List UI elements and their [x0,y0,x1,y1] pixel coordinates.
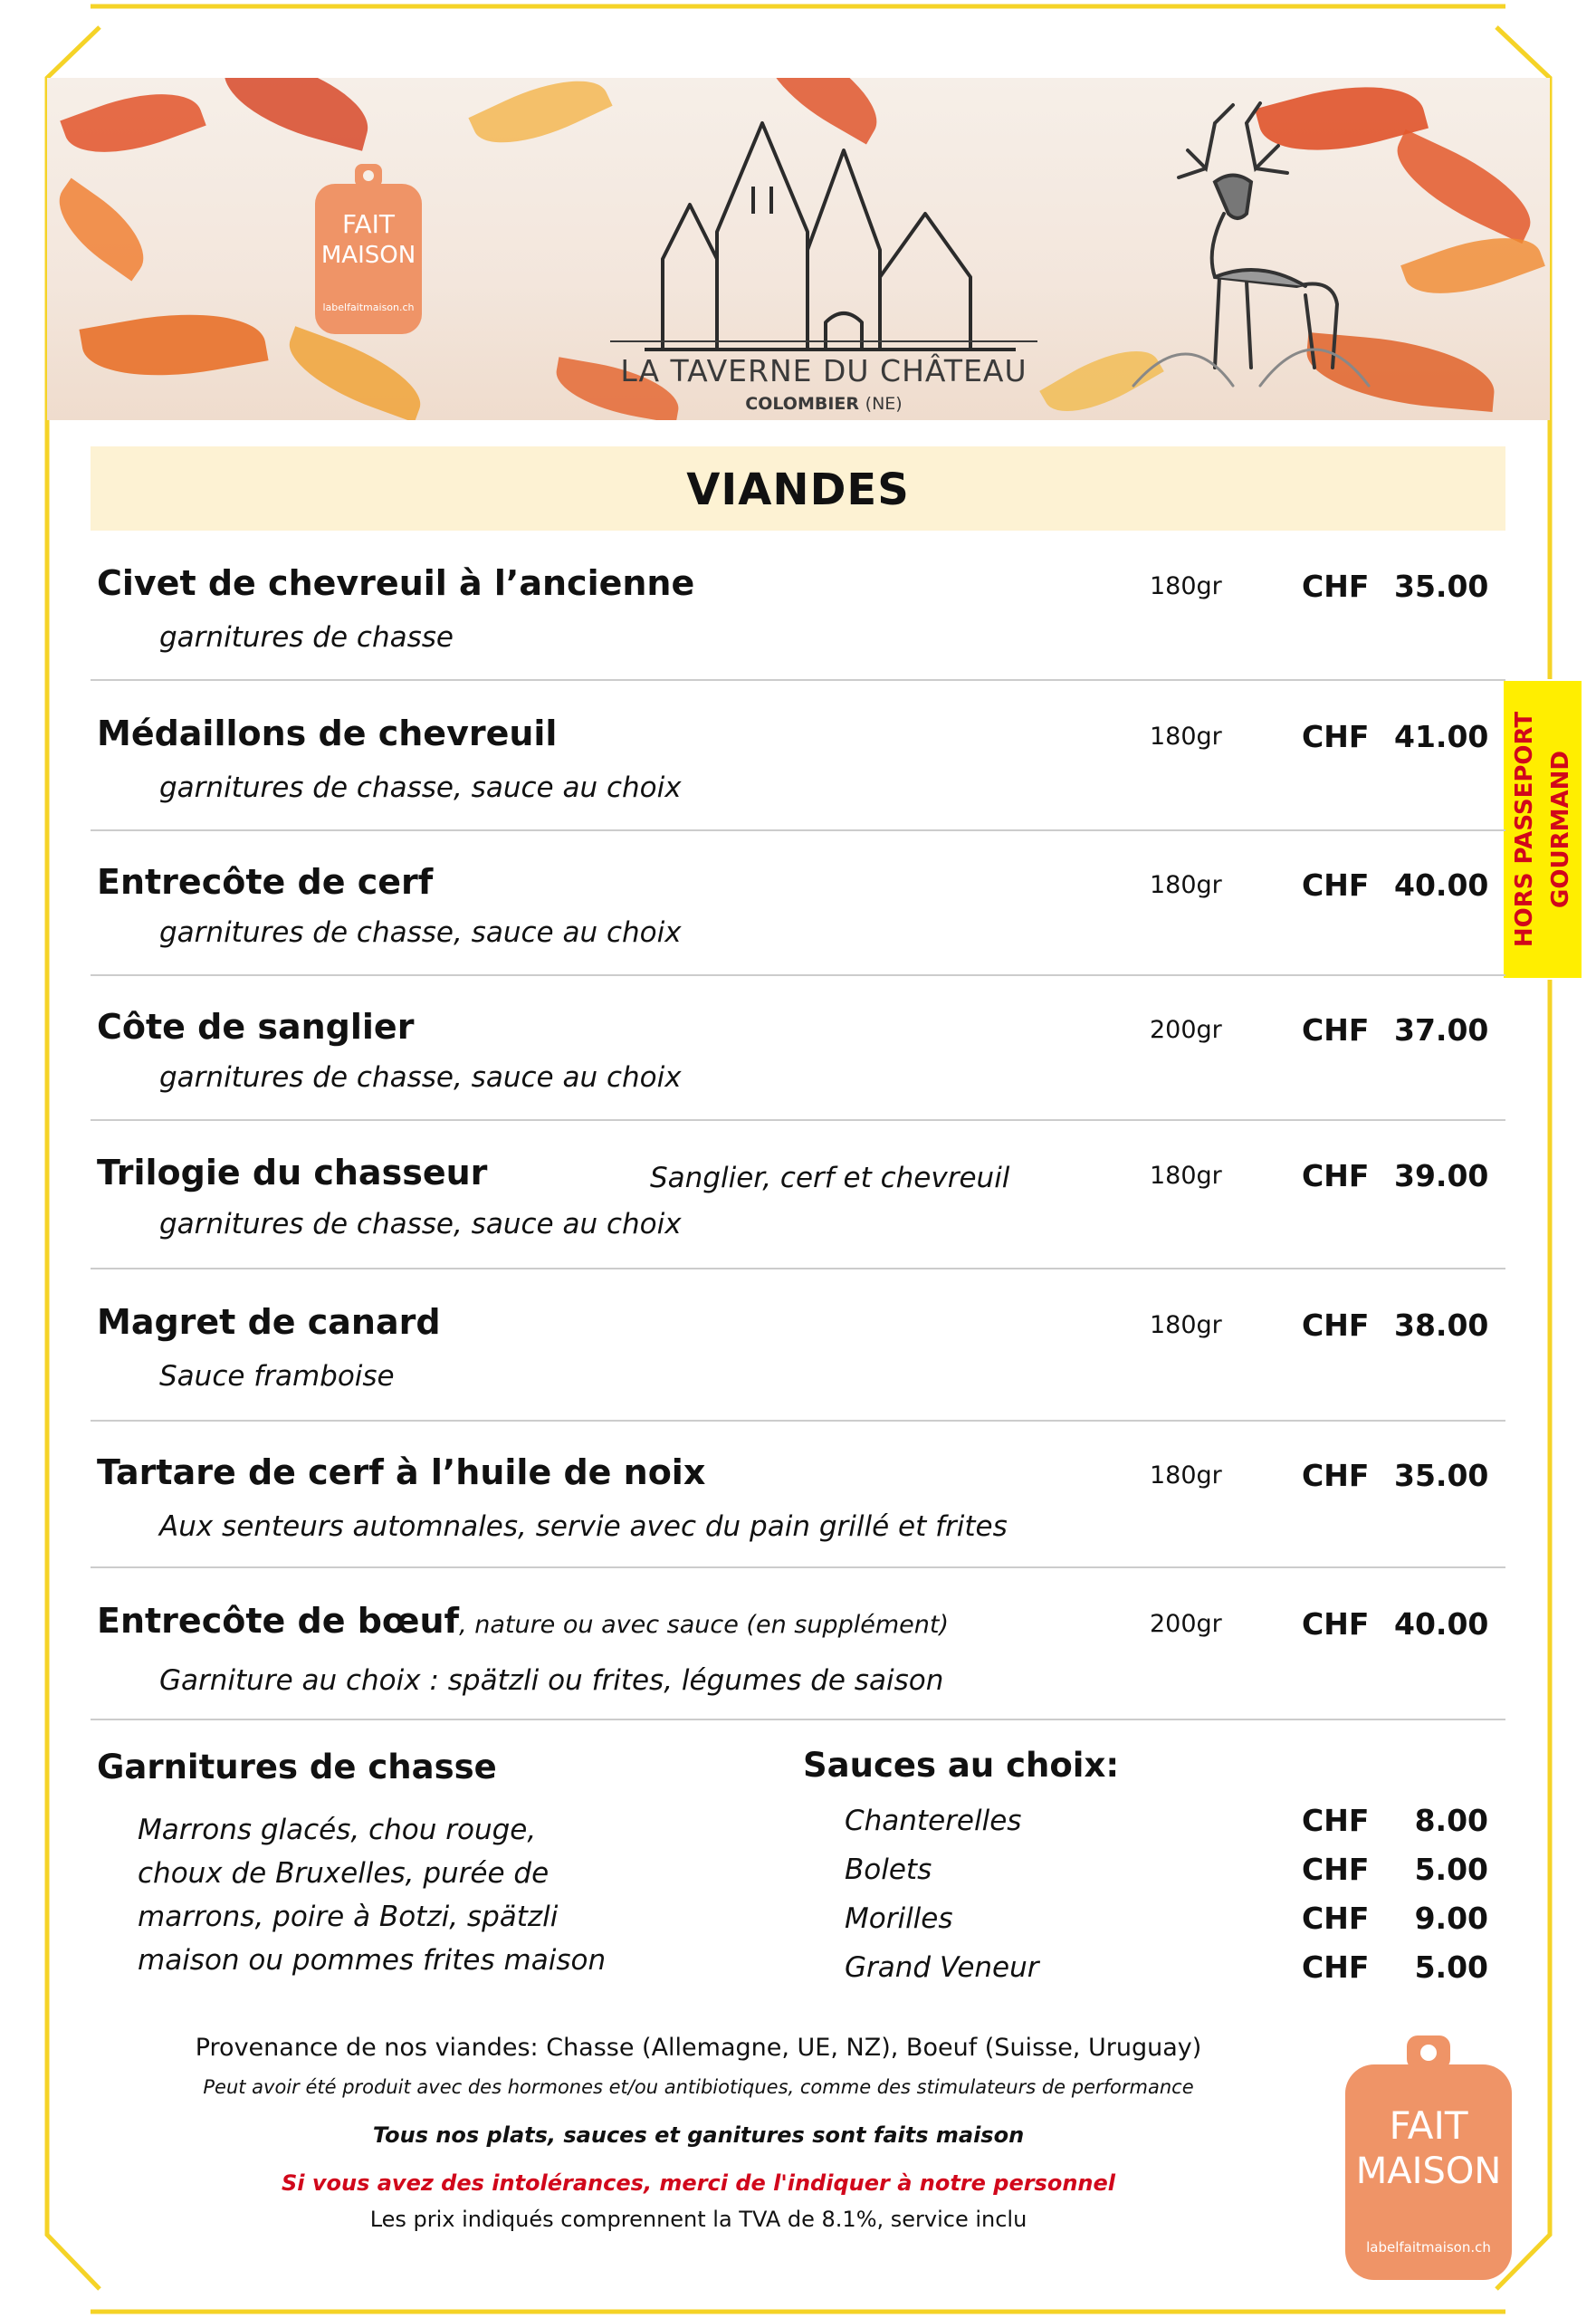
sauce-name: Bolets [845,1853,932,1886]
dish-name: Civet de chevreuil à l’ancienne [97,563,695,603]
dish-name: Médaillons de chevreuil [97,714,558,753]
intolerances-note: Si vous avez des intolérances, merci de l'indiquer à notre personnel [282,2170,1115,2196]
dish-name: Tartare de cerf à l’huile de noix [97,1452,706,1492]
dish-description: garnitures de chasse, sauce au choix [159,771,682,804]
dish-price: 35.00 [1394,569,1489,604]
restaurant-title [588,340,1059,414]
dish-weight: 180gr [1150,1162,1222,1190]
dish-name: Trilogie du chasseur [97,1153,488,1193]
badge-line-1: HORS PASSEPORT [1511,711,1538,948]
dish-weight: 180gr [1150,723,1222,751]
divider [91,829,1505,831]
dish-price: 41.00 [1394,719,1489,754]
dish-weight: 180gr [1150,871,1222,899]
city-name: COLOMBIER [745,394,860,414]
hors-passeport-badge [1504,681,1582,978]
logo-site: labelfaitmaison.ch [1366,2239,1491,2256]
sauce-currency: CHF [1302,1901,1370,1936]
badge-text [1506,681,1579,978]
dish-currency: CHF [1302,1158,1370,1193]
sauce-currency: CHF [1302,1803,1370,1838]
sauce-currency: CHF [1302,1852,1370,1887]
dish-currency: CHF [1302,867,1370,903]
sauces-title: Sauces au choix: [803,1746,1120,1785]
dish-weight: 180gr [1150,1461,1222,1489]
dish-description: Aux senteurs automnales, servie avec du pain grillé et frites [159,1510,1008,1543]
dish-description: Sauce framboise [159,1360,395,1393]
section-header [91,446,1505,531]
dish-currency: CHF [1302,1606,1370,1642]
logo-site: labelfaitmaison.ch [322,302,415,313]
divider [91,1719,1505,1720]
sauce-price: 5.00 [1414,1852,1488,1887]
provenance-note: Provenance de nos viandes: Chasse (Allemagne, UE, NZ), Boeuf (Suisse, Uruguay) [195,2034,1202,2062]
sauce-name: Morilles [845,1902,953,1935]
fait-maison-logo [1345,2035,1512,2280]
castle-icon [590,96,1061,368]
dish-composition: Sanglier, cerf et chevreuil [650,1162,1010,1194]
logo-text-maison: MAISON [1355,2150,1502,2192]
divider [91,679,1505,681]
sauce-name: Grand Veneur [845,1951,1039,1984]
garniture-line: choux de Bruxelles, purée de [138,1857,550,1890]
restaurant-city [588,394,1059,414]
dish-price: 40.00 [1394,867,1489,903]
divider [91,974,1505,976]
dish-price: 40.00 [1394,1606,1489,1642]
dish-currency: CHF [1302,1012,1370,1048]
city-region: (NE) [865,394,903,414]
dish-weight: 180gr [1150,1311,1222,1339]
dish-currency: CHF [1302,569,1370,604]
dish-currency: CHF [1302,1307,1370,1343]
logo-text-fait: FAIT [341,209,396,239]
dish-name: Magret de canard [97,1302,441,1342]
tva-note: Les prix indiqués comprennent la TVA de 8.1%, service inclu [369,2207,1027,2232]
dish-name-text: Entrecôte de bœuf [97,1601,460,1641]
header-banner [47,78,1550,420]
dish-description: garnitures de chasse, sauce au choix [159,916,682,949]
badge-line-2: GOURMAND [1547,751,1574,908]
dish-description: garnitures de chasse [159,621,454,654]
fait-maison-note: Tous nos plats, sauces et ganitures sont faits maison [372,2122,1025,2148]
dish-weight: 200gr [1150,1016,1222,1044]
sauce-price: 5.00 [1414,1949,1488,1985]
dish-price: 39.00 [1394,1158,1489,1193]
dish-weight: 180gr [1150,572,1222,600]
dish-description: garnitures de chasse, sauce au choix [159,1061,682,1094]
dish-price: 38.00 [1394,1307,1489,1343]
logo-text-fait: FAIT [1389,2103,1468,2148]
dish-currency: CHF [1302,719,1370,754]
divider [91,1268,1505,1269]
section-title: VIANDES [686,465,910,515]
divider [91,1119,1505,1121]
restaurant-name: LA TAVERNE DU CHÂTEAU [620,353,1027,388]
logo-text-maison: MAISON [320,242,416,269]
dish-name [97,1601,949,1641]
fait-maison-logo [315,164,422,334]
dish-name: Côte de sanglier [97,1007,415,1047]
garnitures-title: Garnitures de chasse [97,1748,497,1786]
sauce-price: 8.00 [1414,1803,1488,1838]
dish-name: Entrecôte de cerf [97,862,434,902]
garnitures-list [138,1808,608,1982]
dish-currency: CHF [1302,1458,1370,1493]
hormones-note: Peut avoir été produit avec des hormones et/ou antibiotiques, comme des stimulateurs de performance [203,2076,1194,2098]
dish-description: garnitures de chasse, sauce au choix [159,1208,682,1240]
sauce-name: Chanterelles [845,1805,1022,1837]
divider [91,1566,1505,1568]
stag-icon [1079,96,1387,404]
sauce-price: 9.00 [1414,1901,1488,1936]
dish-price: 35.00 [1394,1458,1489,1493]
dish-description: Garniture au choix : spätzli ou frites, légumes de saison [159,1664,944,1697]
dish-weight: 200gr [1150,1610,1222,1638]
garniture-line: maison ou pommes frites maison [138,1944,607,1977]
divider [91,1420,1505,1422]
garniture-line: marrons, poire à Botzi, spätzli [138,1901,559,1933]
sauce-currency: CHF [1302,1949,1370,1985]
dish-note: , nature ou avec sauce (en supplément) [459,1611,949,1639]
garniture-line: Marrons glacés, chou rouge, [138,1814,537,1846]
dish-price: 37.00 [1394,1012,1489,1048]
